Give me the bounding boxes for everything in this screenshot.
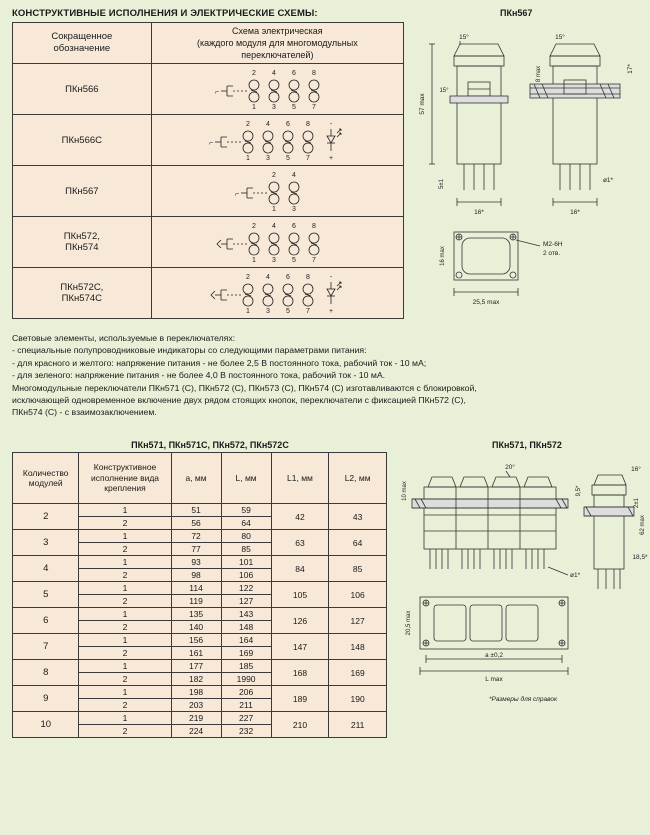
note-line-4: Многомодульные переключатели ПКн571 (С), ПКн572 (С), ПКн573 (С), ПКн574 (С) изготавливаются с блокировкой, [12,382,477,393]
table-row [13,504,387,517]
dims-krep: 2 [79,699,171,712]
note-line-1: - специальные полупроводниковые индикаторы со следующими параметрами питания: [12,345,367,356]
svg-text:+: + [329,308,334,315]
table-row [13,582,387,595]
svg-text:8: 8 [306,274,311,281]
svg-text:3: 3 [266,155,271,162]
scheme-diagram-pkn566s [152,117,403,163]
svg-text:3: 3 [266,308,271,315]
row-scheme [151,268,403,319]
svg-text:2 отв.: 2 отв. [543,250,561,257]
page-title: КОНСТРУКТИВНЫЕ ИСПОЛНЕНИЯ И ЭЛЕКТРИЧЕСКИЕ СХЕМЫ: [12,8,318,19]
dims-L1: 84 [271,556,329,582]
svg-text:2: 2 [272,172,277,179]
svg-text:7: 7 [306,155,311,162]
dims-krep: 2 [79,569,171,582]
header-scheme-line3: переключателей) [241,50,314,60]
dims-L: 143 [221,608,271,621]
svg-text:5: 5 [286,155,291,162]
dims-modules: 5 [13,582,79,608]
dims-L: 59 [221,504,271,517]
dims-L: 1990 [221,673,271,686]
dims-header-L: L, мм [221,453,271,504]
svg-text:18,5*: 18,5* [632,554,648,561]
dims-krep: 1 [79,556,171,569]
dims-modules: 8 [13,660,79,686]
svg-text:6: 6 [292,70,297,77]
svg-text:16*: 16* [570,209,580,216]
svg-text:M2-6H: M2-6H [543,241,563,248]
table-header-row [13,23,404,64]
svg-text:5±1: 5±1 [439,179,445,189]
dims-a: 51 [171,504,221,517]
dims-header-modules [13,453,79,504]
svg-text:62 max: 62 max [640,515,646,535]
svg-text:3: 3 [272,104,277,111]
dims-L: 101 [221,556,271,569]
note-line-5: исключающей одновременное включение двух рядом стоящих кнопок, переключатели с фиксацией ПКн572 (С), [12,395,466,406]
table-row [13,634,387,647]
svg-text:20°: 20° [505,464,515,471]
svg-text:L max: L max [485,676,503,683]
dims-L: 80 [221,530,271,543]
dims-L2: 127 [329,608,387,634]
svg-text:6: 6 [286,274,291,281]
dims-header-modules-l1: Количество [22,467,69,478]
scheme-diagram-pkn567 [152,168,403,214]
dims-L2: 148 [329,634,387,660]
svg-text:10 max: 10 max [402,481,408,501]
note-line-2: - для красного и желтого: напряжение питания - не более 2,5 В постоянного тока, рабочий ток - 10 мА; [12,357,427,368]
table-row [13,115,404,166]
svg-text:8 max: 8 max [536,65,542,83]
row-name-line2: ПКн574С [61,293,102,304]
svg-text:3: 3 [272,257,277,264]
svg-text:a ±0,2: a ±0,2 [484,652,504,659]
dims-a: 198 [171,686,221,699]
svg-text:3: 3 [292,206,297,213]
schemes-table [12,22,404,319]
svg-text:7: 7 [312,104,317,111]
scheme-diagram-pkn566 [152,66,403,112]
dims-a: 93 [171,556,221,569]
dims-a: 219 [171,712,221,725]
svg-text:6: 6 [286,121,291,128]
svg-text:25,5 max: 25,5 max [472,299,500,306]
svg-text:-: - [330,121,333,128]
scheme-diagram-pkn572 [152,219,403,265]
row-scheme [151,166,403,217]
svg-text:⌐: ⌐ [209,140,214,147]
dims-L: 148 [221,621,271,634]
dims-L1: 168 [271,660,329,686]
svg-text:15°: 15° [555,34,565,41]
dims-a: 161 [171,647,221,660]
dims-header-modules-l2: модулей [28,478,63,488]
row-name [13,217,152,268]
row-name: ПКн567 [13,166,152,217]
svg-text:5: 5 [292,257,297,264]
svg-text:4: 4 [272,223,277,230]
table-row [13,660,387,673]
svg-text:4: 4 [266,121,271,128]
note-line-6: ПКн574 (С) - с взаимозаключением. [12,407,157,418]
dims-L2: 43 [329,504,387,530]
dims-modules: 4 [13,556,79,582]
dims-L2: 64 [329,530,387,556]
header-scheme-line1: Схема электрическая [232,26,323,36]
svg-text:ø1*: ø1* [570,572,581,579]
svg-text:2±1: 2±1 [634,498,640,508]
dims-L: 232 [221,725,271,738]
svg-text:20,5 max: 20,5 max [406,610,412,636]
dims-a: 72 [171,530,221,543]
dims-L1: 105 [271,582,329,608]
svg-text:2: 2 [252,70,257,77]
dims-table [12,452,387,738]
dims-modules: 2 [13,504,79,530]
dims-a: 203 [171,699,221,712]
svg-text:16°: 16° [631,466,641,473]
scheme-diagram-pkn572s [152,270,403,316]
row-scheme [151,64,403,115]
drawing-pkn571-572 [398,455,648,705]
svg-text:57 max: 57 max [419,93,426,115]
dims-krep: 2 [79,595,171,608]
dims-L2: 85 [329,556,387,582]
svg-text:2: 2 [246,121,251,128]
dims-krep: 1 [79,634,171,647]
dims-a: 182 [171,673,221,686]
dims-modules: 3 [13,530,79,556]
svg-text:2: 2 [246,274,251,281]
table-row [13,556,387,569]
dims-krep: 2 [79,725,171,738]
svg-text:ø1*: ø1* [602,177,614,184]
dims-krep: 2 [79,543,171,556]
svg-text:2: 2 [252,223,257,230]
svg-text:15°: 15° [439,88,449,94]
dims-L2: 106 [329,582,387,608]
dims-L: 164 [221,634,271,647]
svg-text:7: 7 [306,308,311,315]
svg-text:8: 8 [306,121,311,128]
header-scheme [151,23,403,64]
dims-a: 140 [171,621,221,634]
dims-krep: 1 [79,660,171,673]
dims-L: 185 [221,660,271,673]
svg-text:8: 8 [312,223,317,230]
svg-text:4: 4 [272,70,277,77]
row-name-line1: ПКн572, [63,231,100,242]
dims-header-krep-l2: исполнение вида [91,472,160,483]
dims-L2: 190 [329,686,387,712]
svg-text:5: 5 [292,104,297,111]
dims-krep: 2 [79,647,171,660]
table-row [13,64,404,115]
dims-header-krep [79,453,171,504]
svg-text:1: 1 [272,206,277,213]
dims-L: 211 [221,699,271,712]
dims-L: 122 [221,582,271,595]
drawing-top-title: ПКн567 [500,8,533,18]
dims-modules: 6 [13,608,79,634]
svg-text:15°: 15° [459,34,469,41]
dims-krep: 1 [79,712,171,725]
dims-L: 227 [221,712,271,725]
header-scheme-line2: (каждого модуля для многомодульных [196,38,358,48]
dims-L2: 169 [329,660,387,686]
dims-a: 135 [171,608,221,621]
dims-L1: 126 [271,608,329,634]
svg-text:7: 7 [312,257,317,264]
row-scheme [151,115,403,166]
dims-krep: 1 [79,608,171,621]
dims-krep: 1 [79,686,171,699]
drawing-bottom-title: ПКн571, ПКн572 [492,440,562,450]
dims-L1: 210 [271,712,329,738]
dims-krep: 2 [79,517,171,530]
dims-krep: 2 [79,621,171,634]
dims-L: 106 [221,569,271,582]
note-line-3: - для зеленого: напряжение питания - не более 4,0 В постоянного тока, рабочий ток - 10 мА. [12,370,386,381]
dims-L: 206 [221,686,271,699]
dims-L: 127 [221,595,271,608]
svg-text:1: 1 [252,257,257,264]
header-designation-line1: Сокращенное [51,31,113,42]
dims-modules: 7 [13,634,79,660]
dims-krep: 2 [79,673,171,686]
row-name-line1: ПКн572С, [60,282,104,293]
dims-a: 114 [171,582,221,595]
note-line-0: Световые элементы, используемые в переключателях: [12,333,236,343]
dims-header-L1: L1, мм [271,453,329,504]
table-row [13,268,404,319]
svg-text:1: 1 [246,155,251,162]
row-name [13,268,152,319]
dims-modules: 9 [13,686,79,712]
svg-text:5: 5 [286,308,291,315]
svg-text:1: 1 [246,308,251,315]
row-name: ПКн566С [13,115,152,166]
dims-krep: 1 [79,530,171,543]
svg-text:17*: 17* [627,64,634,74]
svg-text:⌐: ⌐ [235,191,240,198]
dims-L: 64 [221,517,271,530]
svg-text:16*: 16* [474,209,484,216]
svg-text:4: 4 [292,172,297,179]
dims-a: 119 [171,595,221,608]
table-row [13,712,387,725]
dims-L: 169 [221,647,271,660]
dims-header-L2: L2, мм [329,453,387,504]
row-name-line2: ПКн574 [65,242,99,253]
table-row [13,686,387,699]
dims-a: 156 [171,634,221,647]
svg-text:⌐: ⌐ [215,89,220,96]
svg-text:6: 6 [292,223,297,230]
notes-block [12,332,642,419]
dims-L1: 189 [271,686,329,712]
header-designation-line2: обозначение [53,43,111,54]
row-name: ПКн566 [13,64,152,115]
table-row [13,217,404,268]
dims-L2: 211 [329,712,387,738]
drawing-pkn567 [412,24,647,324]
dims-krep: 1 [79,582,171,595]
dims-krep: 1 [79,504,171,517]
dims-a: 77 [171,543,221,556]
header-designation [13,23,152,64]
dims-L: 85 [221,543,271,556]
dims-header-krep-l3: крепления [104,483,146,494]
table-row [13,608,387,621]
table-row [13,166,404,217]
dims-a: 224 [171,725,221,738]
dims-modules: 10 [13,712,79,738]
dims-L1: 42 [271,504,329,530]
svg-text:4: 4 [266,274,271,281]
dims-header-krep-l1: Конструктивное [93,462,157,473]
dims-header-row [13,453,387,504]
dims-L1: 147 [271,634,329,660]
dims-a: 177 [171,660,221,673]
svg-text:1: 1 [252,104,257,111]
dims-a: 56 [171,517,221,530]
dims-table-title: ПКн571, ПКн571С, ПКн572, ПКн572С [131,440,289,450]
svg-text:8: 8 [312,70,317,77]
svg-text:+: + [329,155,334,162]
svg-text:-: - [330,274,333,281]
table-row [13,530,387,543]
svg-text:9,5*: 9,5* [576,485,582,497]
dims-a: 98 [171,569,221,582]
row-scheme [151,217,403,268]
svg-text:*Размеры для справок: *Размеры для справок [488,696,558,703]
dims-L1: 63 [271,530,329,556]
dims-header-a: a, мм [171,453,221,504]
svg-text:16 max: 16 max [440,246,446,266]
